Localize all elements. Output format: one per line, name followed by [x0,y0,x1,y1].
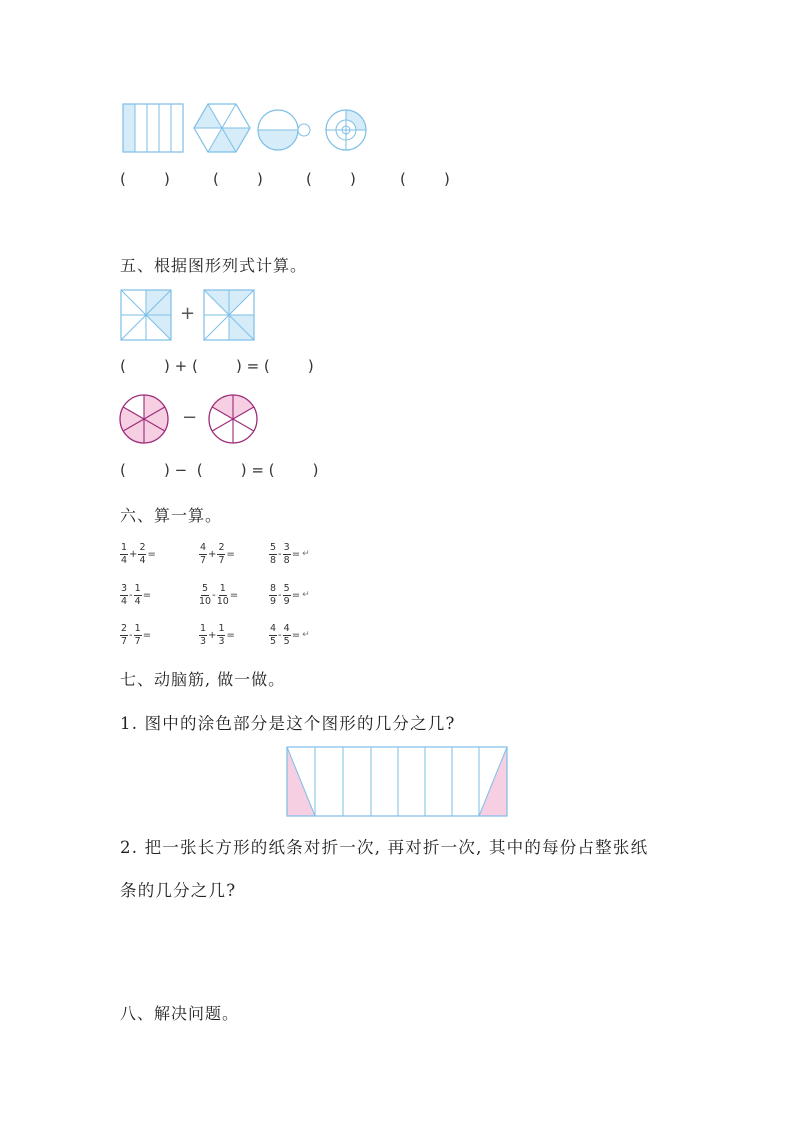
answer-blank-2[interactable]: ( ) [213,170,263,188]
numerator: 2 [139,542,146,553]
denominator: 10 [199,595,212,607]
addition-answer-line[interactable]: ( ) + ( ) = ( ) [120,357,314,375]
numerator: 1 [200,623,207,634]
numerator: 1 [121,542,128,553]
question-1: 1. 图中的涂色部分是这个图形的几分之几? [120,714,456,733]
section-6-heading: 六、算一算。 [120,506,223,525]
numerator: 5 [202,583,209,594]
numerator: 1 [219,583,226,594]
question-2-line-2: 条的几分之几? [120,881,237,900]
operator: - [278,589,282,601]
square-eighths-left [119,288,173,342]
denominator: 10 [216,595,229,607]
numerator: 3 [283,542,290,553]
minus-sign: − [182,407,198,428]
fraction [269,543,277,565]
denominator: 3 [218,635,225,647]
equals-sign: = [291,629,301,641]
operator: - [278,629,282,641]
denominator: 8 [270,554,277,566]
square-eighths-right [202,288,256,342]
fraction [134,584,142,606]
operator: - [278,548,282,560]
hexagon-sixths-figure [194,104,250,152]
equals-sign: = [291,589,301,601]
plus-sign: + [180,303,196,324]
answer-blank-3[interactable]: ( ) [306,170,356,188]
subtraction-answer-line[interactable]: ( ) − ( ) = ( ) [120,461,319,479]
fraction [217,543,225,565]
denominator: 5 [270,635,277,647]
fraction [217,584,229,606]
denominator: 4 [134,595,141,607]
fraction-equation [120,624,152,646]
section-5-heading: 五、根据图形列式计算。 [120,256,308,275]
numerator: 2 [121,623,128,634]
operator: + [208,548,217,560]
rectangle-fifths-figure [123,104,183,152]
return-mark-icon: ↵ [302,549,310,559]
fraction-equation [120,584,152,606]
numerator: 4 [283,623,290,634]
fraction-equation [269,584,310,606]
fraction [269,624,277,646]
return-mark-icon: ↵ [302,590,310,600]
denominator: 7 [218,554,225,566]
fraction-equation [199,584,239,606]
denominator: 5 [283,635,290,647]
operator: - [212,589,216,601]
fraction [283,543,291,565]
denominator: 9 [270,595,277,607]
fraction [120,543,128,565]
section-7-heading: 七、动脑筋, 做一做。 [120,670,286,689]
fraction [120,584,128,606]
numerator: 4 [270,623,277,634]
numerator: 2 [218,542,225,553]
fraction [199,584,211,606]
section-8-heading: 八、解决问题。 [120,1004,240,1023]
fraction [199,624,207,646]
denominator: 9 [283,595,290,607]
denominator: 8 [283,554,290,566]
operator: + [129,548,138,560]
equals-sign: = [229,589,239,601]
equals-sign: = [142,589,152,601]
fraction [199,543,207,565]
denominator: 7 [121,635,128,647]
fraction-equation [120,543,157,565]
return-mark-icon: ↵ [302,630,310,640]
question-2-line-1: 2. 把一张长方形的纸条对折一次, 再对折一次, 其中的每份占整张纸 [120,838,649,857]
fraction [134,624,142,646]
numerator: 3 [121,583,128,594]
fraction [283,624,291,646]
half-circle-figure [258,110,310,150]
trapezoid-strip-figure [286,746,508,818]
equals-sign: = [142,629,152,641]
denominator: 4 [121,554,128,566]
concentric-circles-figure [326,110,366,150]
operator: + [208,629,217,641]
denominator: 7 [134,635,141,647]
numerator: 5 [270,542,277,553]
fraction [217,624,225,646]
numerator: 8 [270,583,277,594]
fraction [138,543,146,565]
fraction [120,624,128,646]
fraction-equation [199,624,236,646]
equals-sign: = [226,548,235,560]
circle-sixths-right [207,393,259,445]
operator: - [129,629,133,641]
numerator: 1 [134,583,141,594]
equals-sign: = [291,548,301,560]
equals-sign: = [226,629,235,641]
denominator: 3 [200,635,207,647]
operator: - [129,589,133,601]
denominator: 4 [139,554,146,566]
denominator: 4 [121,595,128,607]
fraction-equation [269,624,310,646]
answer-blank-4[interactable]: ( ) [400,170,450,188]
equals-sign: = [147,548,156,560]
fraction-equation [269,543,310,565]
fraction [269,584,277,606]
numerator: 4 [200,542,207,553]
fraction-equation [199,543,236,565]
fraction [283,584,291,606]
fraction-shapes-row [118,100,378,158]
numerator: 5 [283,583,290,594]
answer-blank-1[interactable]: ( ) [120,170,170,188]
denominator: 7 [200,554,207,566]
numerator: 1 [134,623,141,634]
numerator: 1 [218,623,225,634]
circle-sixths-left [118,393,170,445]
